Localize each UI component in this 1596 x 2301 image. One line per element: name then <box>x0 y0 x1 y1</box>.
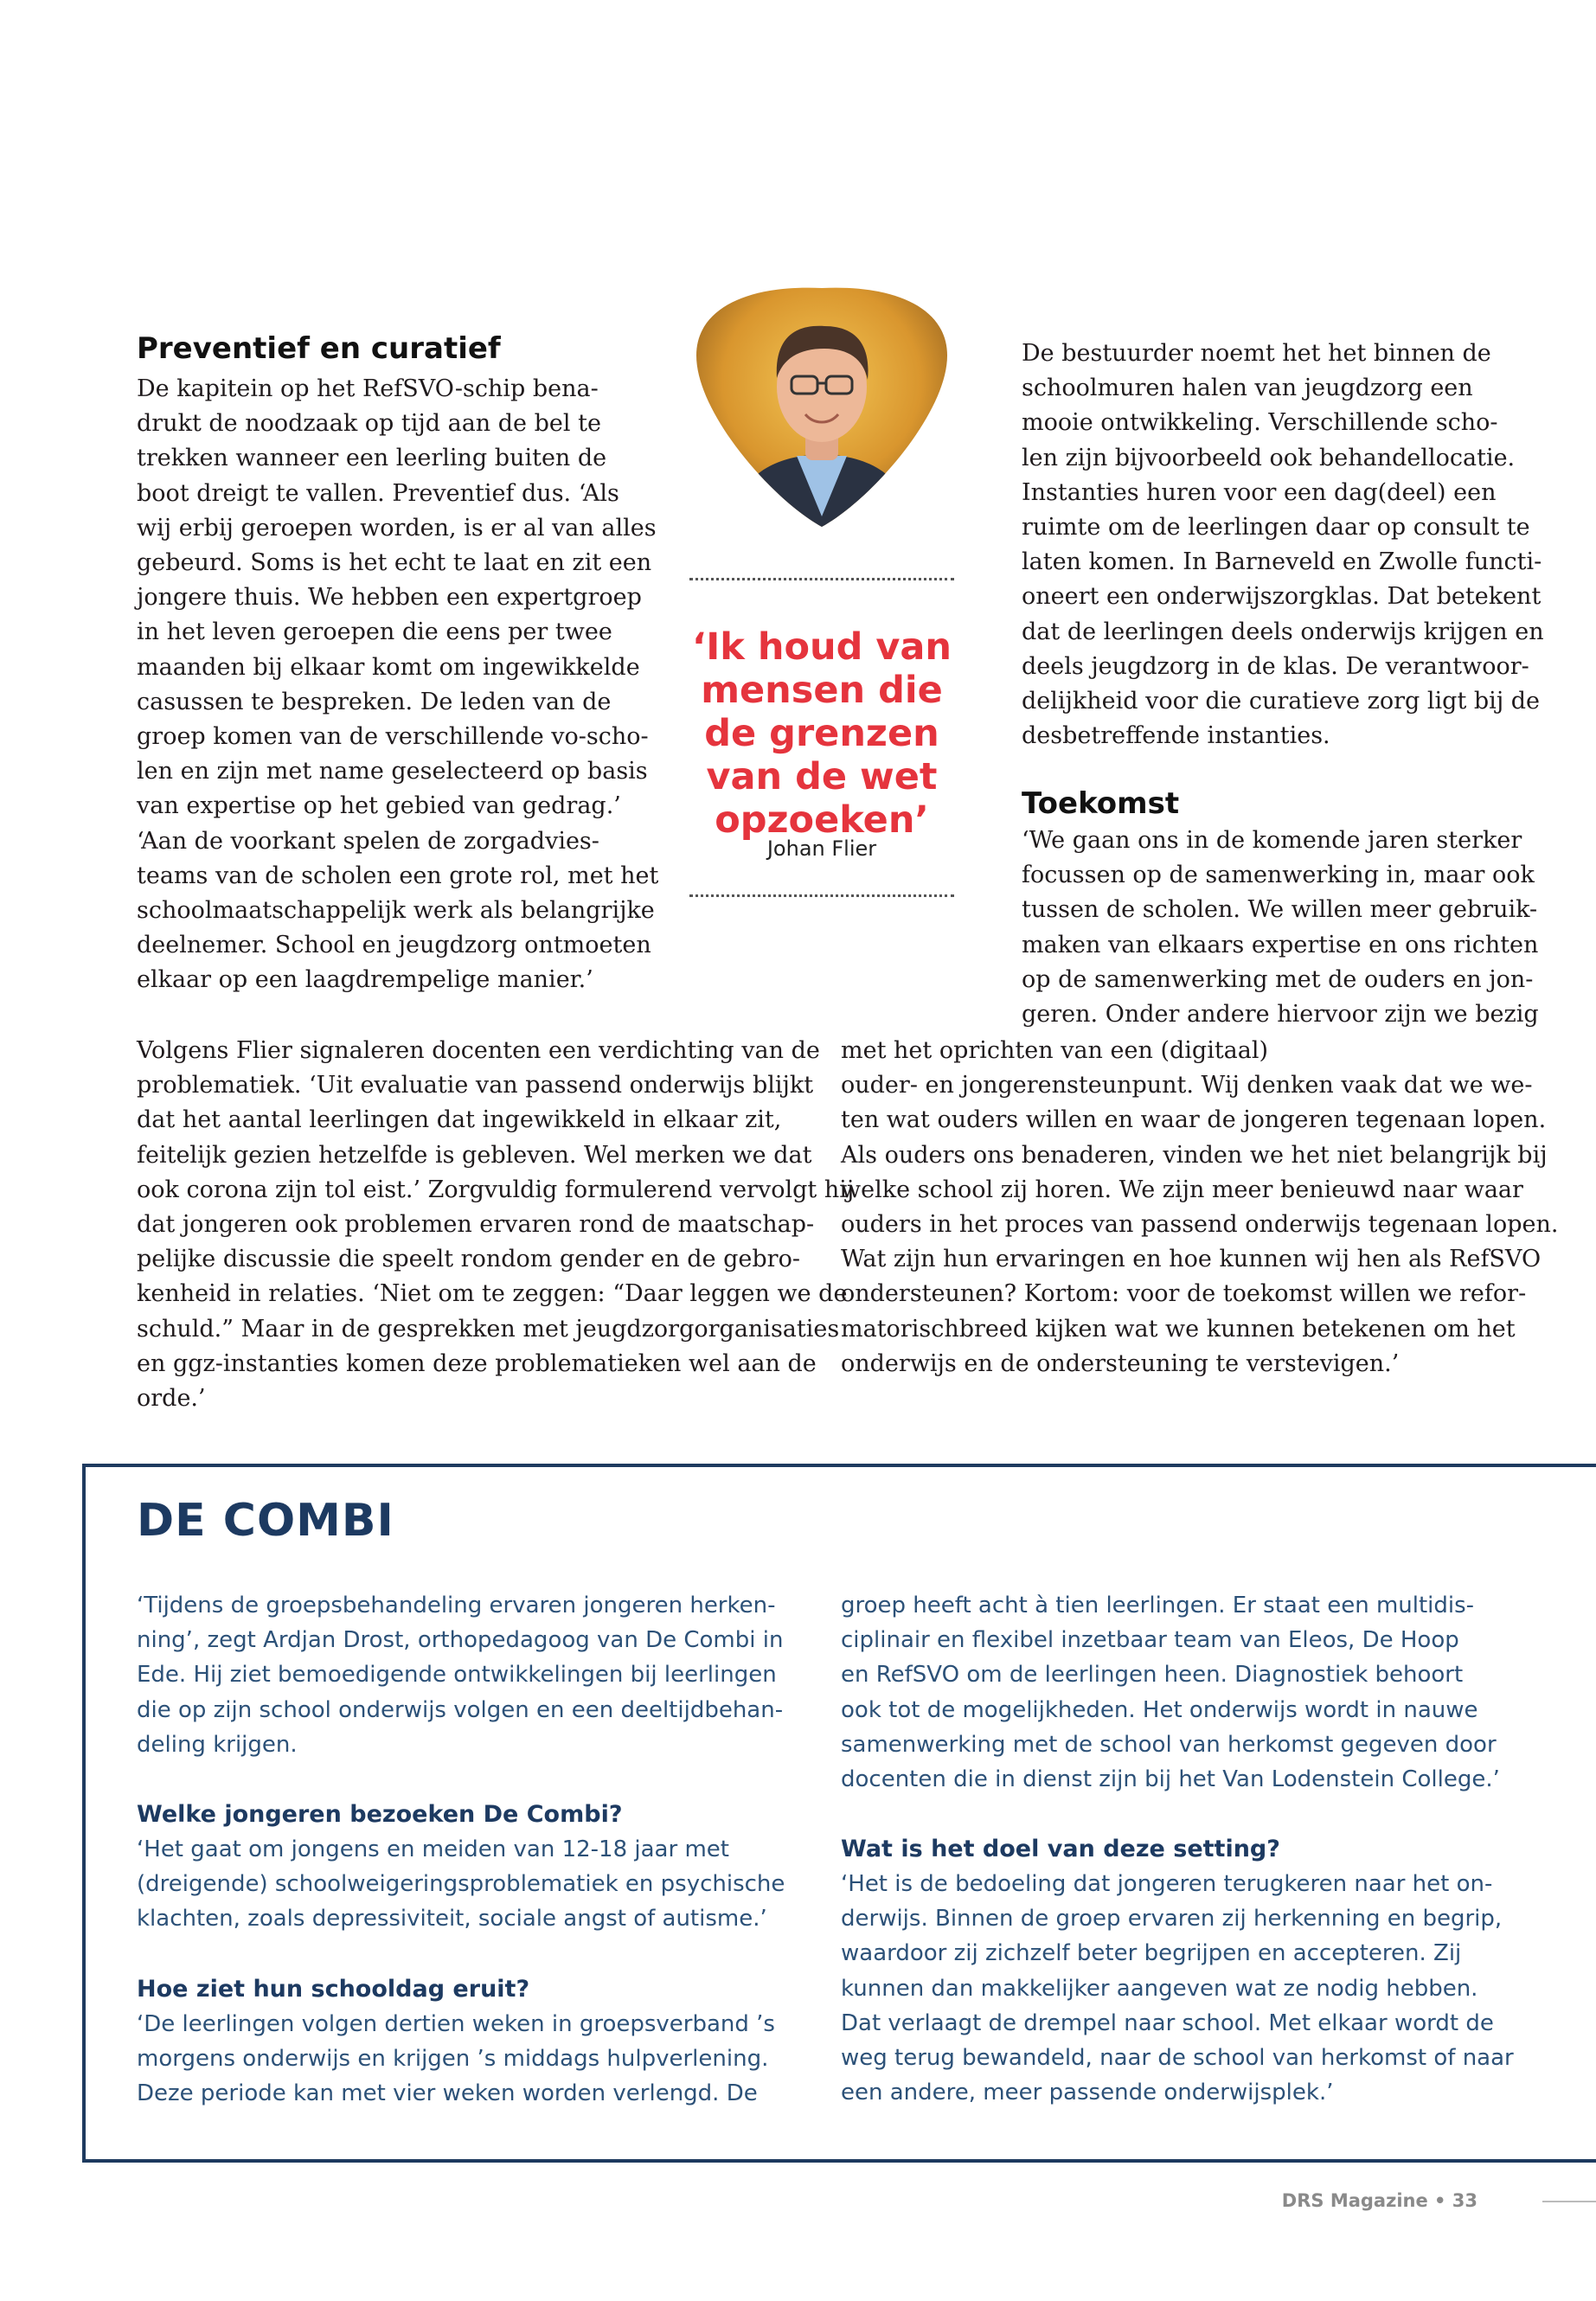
lower-left-text: Volgens Flier signaleren docenten een verdichting van de problematiek. ‘Uit evaluatie van passend onderwijs blijkt dat het aantal leerlingen dat ingewikkeld in elkaar zit, feitelijk gezien hetzelfde is gebleven. Wel merken we dat ook corona zijn tol eist.’ Zorgvuldig formulerend vervolgt hij dat jongeren ook problemen ervaren rond de maatschap- pelijke discussie die speelt rondom gender en de gebro- kenheid in relaties. ‘Niet om te zeggen: “Daar leggen we de schuld.” Maar in de gesprekken met jeugdzorgorganisaties en ggz-instanties komen deze problematieken wel aan de orde.’ <box>137 1037 855 1413</box>
quote-author: Johan Flier <box>766 836 877 861</box>
combi-answer-1: ‘Het gaat om jongens en meiden van 12-18 jaar met (dreigende) schoolweigeringsproblematiek en psychische klachten, zoals depressiviteit, sociale angst of autisme.’ <box>137 1836 785 1932</box>
combi-right-intro: groep heeft acht à tien leerlingen. Er staat een multidis- ciplinair en flexibel inzetbaar team van Eleos, De Hoop en RefSVO om de leerlingen heen. Diagnostiek behoort ook tot de mogelijkheden. Het onderwijs wordt in nauwe samenwerking met de school van herkomst gegeven door docenten die in dienst zijn bij het Van Lodenstein College.’ <box>841 1593 1500 1793</box>
combi-intro: ‘Tijdens de groepsbehandeling ervaren jongeren herken- ning’, zegt Ardjan Drost, orthopedagoog van De Combi in Ede. Hij ziet bemoedigende ontwikkelingen bij leerlingen die op zijn school onderwijs volgen en een deeltijdbehan- deling krijgen. <box>137 1593 784 1758</box>
page-footer: DRS Magazine • 33 <box>1281 2190 1477 2211</box>
quote-divider-bottom <box>689 894 954 897</box>
combi-title: DE COMBI <box>137 1495 394 1547</box>
footer-rule <box>1542 2201 1596 2202</box>
right-column-text: De bestuurder noemt het het binnen de schoolmuren halen van jeugdzorg een mooie ontwikkeling. Verschillende scho- len zijn bijvoorbeeld ook behandellocatie. Instanties huren voor een dag(deel) een ruimte om de leerlingen daar op consult te laten komen. In Barneveld en Zwolle functi- oneert een onderwijszorgklas. Dat betekent dat de leerlingen deels onderwijs krijgen en deels jeugdzorg in de klas. De verantwoor- delijkheid voor die curatieve zorg ligt bij de desbetreffende instanties. <box>1022 340 1544 750</box>
combi-question-3: Wat is het doel van deze setting? <box>841 1836 1280 1862</box>
combi-answer-3: ‘Het is de bedoeling dat jongeren terugkeren naar het on- derwijs. Binnen de groep ervaren zij herkenning en begrip, waardoor zij zichzelf beter begrijpen en accepteren. Zij kunnen dan makkelijker aangeven wat ze nodig hebben. Dat verlaagt de drempel naar school. Met elkaar wordt de weg terug bewandeld, naar de school van herkomst of naar een andere, meer passende onderwijsplek.’ <box>841 1871 1514 2106</box>
combi-question-2: Hoe ziet hun schooldag eruit? <box>137 1976 530 2003</box>
section-heading-preventief: Preventief en curatief <box>137 331 501 366</box>
section-heading-toekomst: Toekomst <box>1022 786 1180 821</box>
combi-answer-2: ‘De leerlingen volgen dertien weken in groepsverband ’s morgens onderwijs en krijgen ’s middags hulpverlening. Deze periode kan met vier weken worden verlengd. De <box>137 2011 775 2107</box>
portrait-photo-icon <box>695 283 949 529</box>
combi-question-1: Welke jongeren bezoeken De Combi? <box>137 1801 623 1828</box>
toekomst-text: ‘We gaan ons in de komende jaren sterker focussen op de samenwerking in, maar ook tussen de scholen. We willen meer gebruik- maken van elkaars expertise en ons richten op de samenwerking met de ouders en jon- geren. Onder andere hiervoor zijn we bezig <box>1022 827 1539 1029</box>
lower-right-text: met het oprichten van een (digitaal) ouder- en jongerensteunpunt. Wij denken vaak dat we we- ten wat ouders willen en waar de jongeren tegenaan lopen. Als ouders ons benaderen, vinden we het niet belangrijk bij welke school zij horen. We zijn meer benieuwd naar waar ouders in het proces van passend onderwijs tegenaan lopen. Wat zijn hun ervaringen en hoe kunnen wij hen als RefSVO ondersteunen? Kortom: voor de toekomst willen we refor- matorischbreed kijken wat we kunnen betekenen om het onderwijs en de ondersteuning te verstevigen.’ <box>841 1037 1559 1377</box>
left-column-text: De kapitein op het RefSVO-schip bena- drukt de noodzaak op tijd aan de bel te trekken wanneer een leerling buiten de boot dreigt te vallen. Preventief dus. ‘Als wij erbij geroepen worden, is er al van alles gebeurd. Soms is het echt te laat en zit een jongere thuis. We hebben een expertgroep in het leven geroepen die eens per twee maanden bij elkaar komt om ingewikkelde casussen te bespreken. De leden van de groep komen van de verschillende vo-scho- len en zijn met name geselecteerd op basis van expertise op het gebied van gedrag.’ ‘Aan de voorkant spelen de zorgadvies- teams van de scholen een grote rol, met het schoolmaatschappelijk werk als belangrijke deelnemer. School en jeugdzorg ontmoeten elkaar op een laagdrempelige manier.’ <box>137 375 659 994</box>
quote-divider-top <box>689 578 954 580</box>
pull-quote: ‘Ik houd van mensen die de grenzen van de wet opzoeken’ <box>691 625 952 842</box>
